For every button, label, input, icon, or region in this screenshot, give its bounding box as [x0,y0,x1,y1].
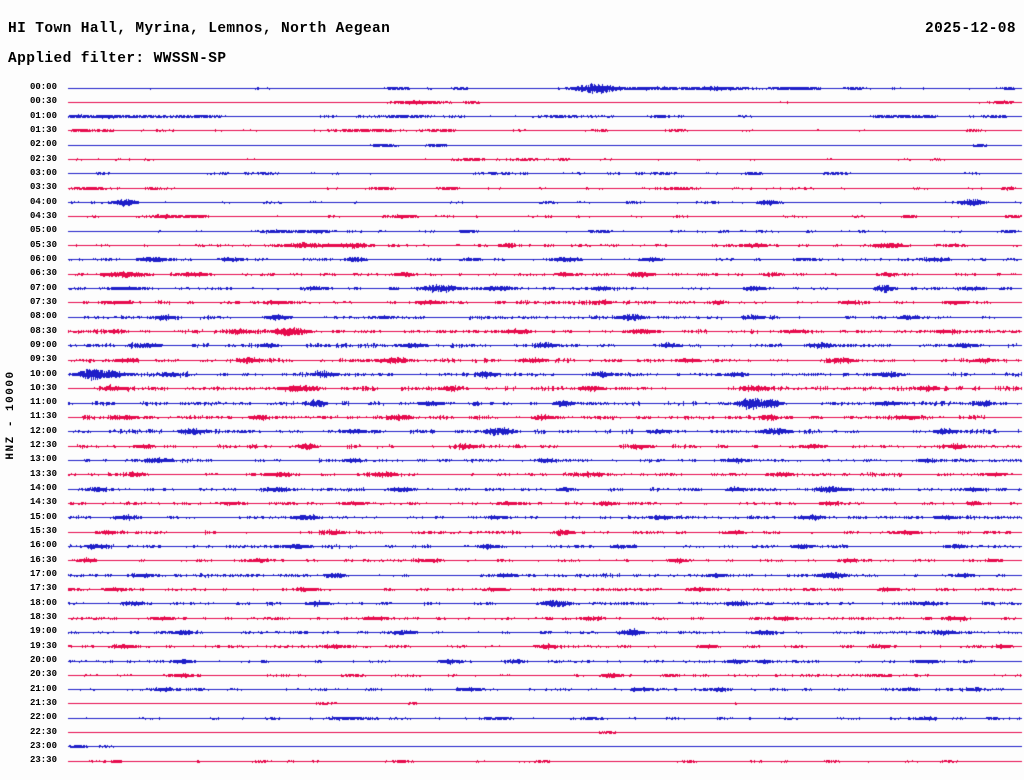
time-label: 00:30 [29,96,57,107]
time-label: 13:30 [29,468,57,479]
time-label: 05:00 [29,225,57,236]
time-label: 02:00 [29,139,57,150]
time-label: 10:00 [29,368,57,379]
time-label: 17:30 [29,583,57,594]
time-label: 11:30 [29,411,57,422]
time-label: 03:30 [29,182,57,193]
time-label: 10:30 [29,382,57,393]
time-label: 21:00 [29,683,57,694]
time-label: 15:00 [29,511,57,522]
time-label: 09:30 [29,354,57,365]
time-label: 03:00 [29,167,57,178]
time-label: 15:30 [29,526,57,537]
time-label: 22:30 [29,726,57,737]
time-label: 19:30 [29,640,57,651]
time-label: 01:30 [29,124,57,135]
time-label: 20:00 [29,655,57,665]
time-label: 20:30 [29,669,57,680]
time-label: 00:00 [29,82,57,92]
time-label: 18:30 [29,612,57,623]
time-label: 04:30 [29,210,57,221]
time-label: 07:00 [29,282,57,293]
time-label: 21:30 [29,697,57,708]
time-label: 11:00 [29,397,57,408]
time-label: 19:00 [29,626,57,637]
time-label: 01:00 [29,110,57,121]
time-label: 14:00 [29,483,57,494]
time-label: 06:00 [29,253,57,264]
time-label: 08:00 [29,311,57,322]
time-label: 17:00 [29,569,57,580]
time-label: 08:30 [29,325,57,336]
time-label: 04:00 [29,196,57,207]
time-label: 02:30 [29,153,57,164]
time-label: 07:30 [29,296,57,307]
time-label: 16:30 [29,554,57,565]
time-label: 23:00 [29,740,57,751]
time-label: 14:30 [29,497,57,508]
time-label: 22:00 [29,712,57,723]
time-label: 05:30 [29,239,57,250]
time-label: 12:00 [29,425,57,436]
time-label: 16:00 [29,540,57,551]
time-label: 12:30 [29,440,57,451]
time-label: 23:30 [29,755,57,766]
time-label: 18:00 [29,597,57,608]
time-label: 09:00 [29,339,57,350]
time-label: 06:30 [29,268,57,279]
time-label: 13:00 [29,454,57,465]
